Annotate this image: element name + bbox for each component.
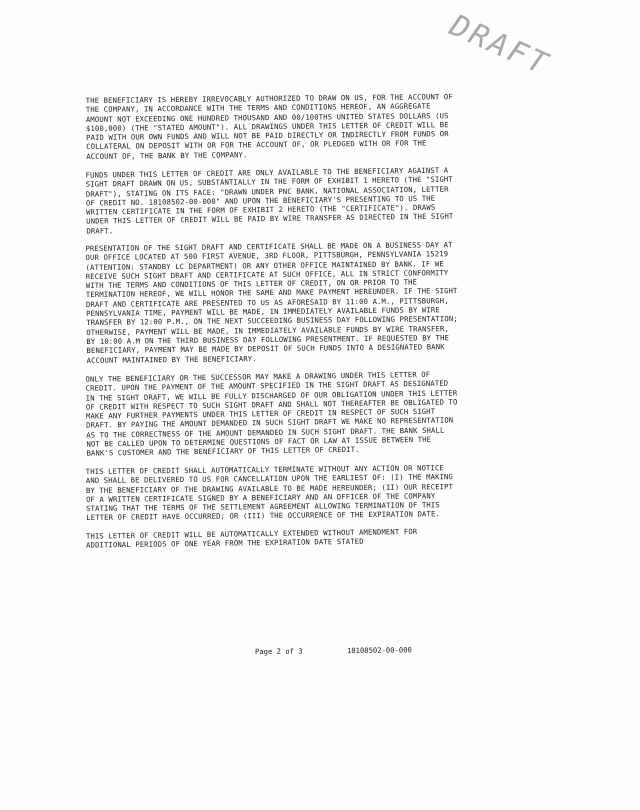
reference-number: 18108502-00-000: [346, 645, 412, 656]
document-body: [86, 94, 462, 557]
page-number: Page 2 of 3: [254, 646, 303, 657]
draft-stamp: DRAFT: [444, 8, 555, 83]
paragraph-funds-availability: FUNDS UNDER THIS LETTER OF CREDIT ARE ONLY AVAILABLE TO THE BENEFICIARY AGAINST A SIGHT DRAFT DRAWN ON US, SUBSTANTIALLY IN THE FORM OF EXHIBIT 1 HERETO (THE "SIGHT DRAFT"), STATING ON ITS FACE: "DRAWN UNDER PNC BANK, NATIONAL ASSOCIATION, LETTER OF CREDIT NO. 18108502-00-000" AND UPON THE BENEFICIARY'S PRESENTING TO US THE WRITTEN CERTIFICATE IN THE FORM OF EXHIBIT 2 HERETO (THE "CERTIFICATE"). DRAWS UNDER THIS LETTER OF CREDIT WILL BE PAID BY WIRE TRANSFER AS DIRECTED IN THE SIGHT DRAFT.: [85, 165, 454, 236]
paragraph-drawing-rights: ONLY THE BENEFICIARY OR THE SUCCESSOR MAY MAKE A DRAWING UNDER THIS LETTER OF CREDIT. UPON THE PAYMENT OF THE AMOUNT SPECIFIED IN THE SIGHT DRAFT AS DESIGNATED IN THE SIGHT DRAFT, WE WILL BE FULLY DISCHARGED OF OUR OBLIGATION UNDER THIS LETTER OF CREDIT WITH RESPECT TO SUCH SIGHT DRAFT AND SHALL NOT THEREAFTER BE OBLIGATED TO MAKE ANY FURTHER PAYMENTS UNDER THIS LETTER OF CREDIT IN RESPECT OF SUCH SIGHT DRAFT. BY PAYING THE AMOUNT DEMANDED IN SUCH SIGHT DRAFT WE MAKE NO REPRESENTATION AS TO THE CORRECTNESS OF THE AMOUNT DEMANDED IN SUCH SIGHT DRAFT. THE BANK SHALL NOT BE CALLED UPON TO DETERMINE QUESTIONS OF FACT OR LAW AT ISSUE BETWEEN THE BANK'S CUSTOMER AND THE BENEFICIARY OF THIS LETTER OF CREDIT.: [85, 369, 458, 459]
paragraph-extension: THIS LETTER OF CREDIT WILL BE AUTOMATICALLY EXTENDED WITHOUT AMENDMENT FOR ADDITIONAL PERIODS OF ONE YEAR FROM THE EXPIRATION DATE STATED: [85, 527, 418, 551]
paragraph-termination: THIS LETTER OF CREDIT SHALL AUTOMATICALLY TERMINATE WITHOUT ANY ACTION OR NOTICE AND SHALL BE DELIVERED TO US FOR CANCELLATION UPON THE EARLIEST OF: (I) THE MAKING BY THE BENEFICIARY OF THE DRAWING AVAILABLE TO BE MADE HEREUNDER; (II) OUR RECEIPT OF A WRITTEN CERTIFICATE SIGNED BY A BENEFICIARY AND AN OFFICER OF THE COMPANY STATING THAT THE TERMS OF THE SETTLEMENT AGREEMENT ALLOWING TERMINATION OF THIS LETTER OF CREDIT HAVE OCCURRED; OR (III) THE OCCURRENCE OF THE EXPIRATION DATE.: [85, 462, 454, 523]
paragraph-presentation: PRESENTATION OF THE SIGHT DRAFT AND CERTIFICATE SHALL BE MADE ON A BUSINESS DAY AT OUR OFFICE LOCATED AT 500 FIRST AVENUE, 3RD FLOOR, PITTSBURGH, PENNSYLVANIA 15219 (ATTENTION: STANDBY LC DEPARTMENT) OR ANY OTHER OFFICE MAINTAINED BY BANK. IF WE RECEIVE SUCH SIGHT DRAFT AND CERTIFICATE AT SUCH OFFICE, ALL IN STRICT CONFORMITY WITH THE TERMS AND CONDITIONS OF THIS LETTER OF CREDIT, ON OR PRIOR TO THE TERMINATION HEREOF, WE WILL HONOR THE SAME AND MAKE PAYMENT HEREUNDER. IF THE SIGHT DRAFT AND CERTIFICATE ARE PRESENTED TO US AS AFORESAID BY 11:00 A.M., PITTSBURGH, PENNSYLVANIA TIME, PAYMENT WILL BE MADE, IN IMMEDIATELY AVAILABLE FUNDS BY WIRE TRANSFER BY 12:00 P.M., ON THE NEXT SUCCEEDING BUSINESS DAY FOLLOWING PRESENTATION; OTHERWISE, PAYMENT WILL BE MADE, IN IMMEDIATELY AVAILABLE FUNDS BY WIRE TRANSFER, BY 10:00 A.M ON THE THIRD BUSINESS DAY FOLLOWING PRESENTMENT. IF REQUESTED BY THE BENEFICIARY, PAYMENT MAY BE MADE BY DEPOSIT OF SUCH FUNDS INTO A DESIGNATED BANK ACCOUNT MAINTAINED BY THE BENEFICIARY.: [85, 240, 458, 365]
paragraph-authorization: THE BENEFICIARY IS HEREBY IRREVOCABLY AUTHORIZED TO DRAW ON US, FOR THE ACCOUNT OF THE COMPANY, IN ACCORDANCE WITH THE TERMS AND CONDITIONS HEREOF, AN AGGREGATE AMOUNT NOT EXCEEDING ONE HUNDRED THOUSAND AND 00/100THS UNITED STATES DOLLARS (US $100,000) (THE "STATED AMOUNT"). ALL DRAWINGS UNDER THIS LETTER OF CREDIT WILL BE PAID WITH OUR OWN FUNDS AND WILL NOT BE PAID DIRECTLY OR INDIRECTLY FROM FUNDS OR COLLATERAL ON DEPOSIT WITH OR FOR THE ACCOUNT OF, OR PLEDGED WITH OR FOR THE ACCOUNT OF, THE BANK BY THE COMPANY.: [85, 92, 453, 161]
page-footer: [255, 645, 452, 656]
